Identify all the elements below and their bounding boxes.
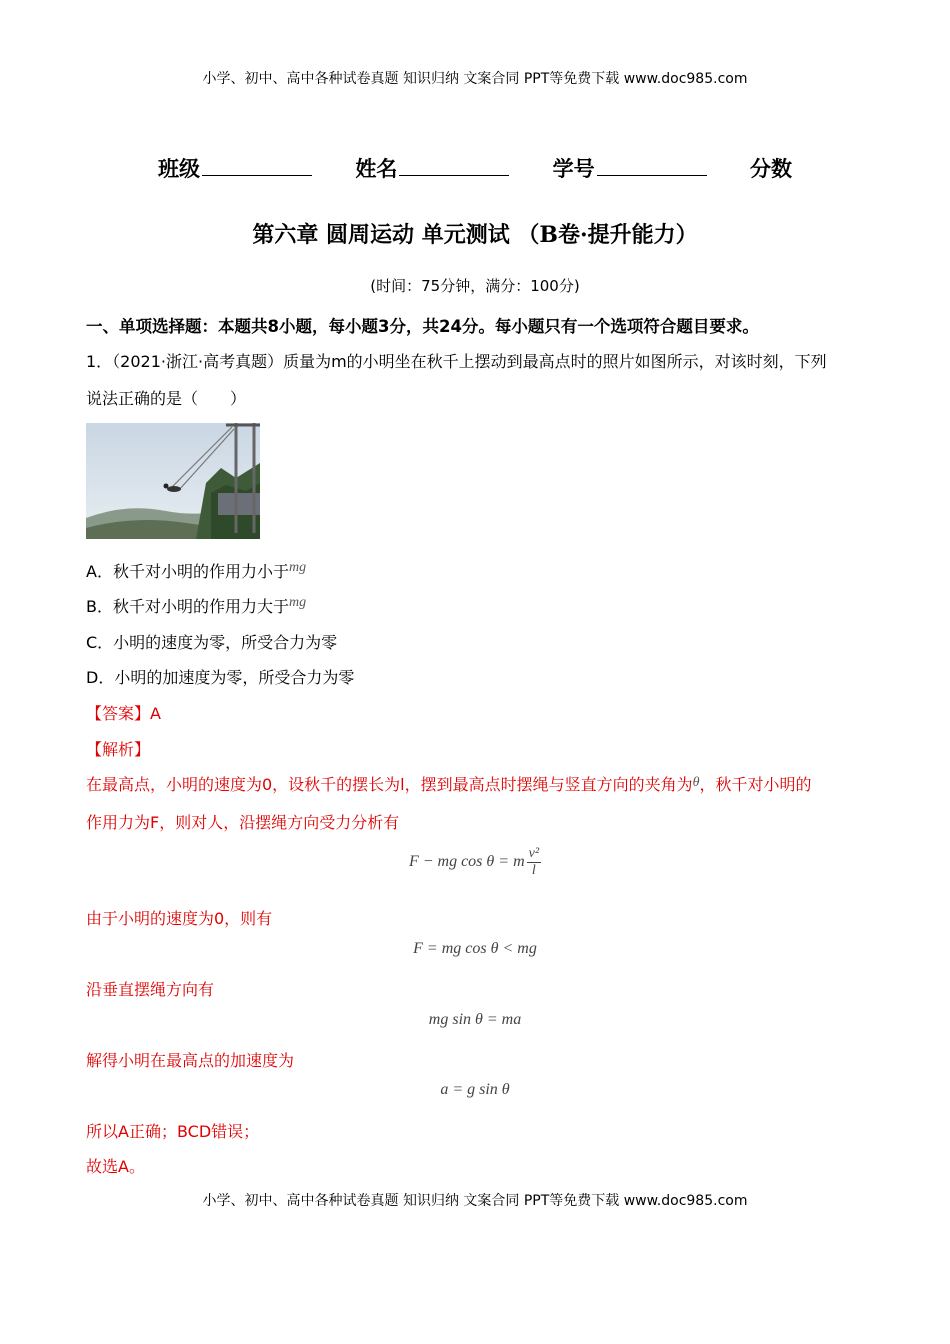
- mg-symbol: mg: [288, 560, 307, 575]
- student-info-fields: [0, 153, 950, 183]
- name-field[interactable]: 姓名: [355, 153, 509, 183]
- analysis-paragraph-2: 作用力为F，则对人，沿摆绳方向受力分析有: [86, 813, 400, 832]
- page-title: 第六章 圆周运动 单元测试 （B卷·提升能力）: [252, 222, 698, 248]
- option-a[interactable]: A．秋千对小明的作用力小于mg: [86, 560, 307, 581]
- analysis-paragraph-6: 所以A正确；BCD错误；: [86, 1122, 260, 1141]
- analysis-label: 【解析】: [86, 740, 151, 759]
- page-footer: 小学、初中、高中各种试卷真题 知识归纳 文案合同 PPT等免费下载 www.doc985.com: [202, 1193, 748, 1209]
- analysis-paragraph-1: 在最高点，小明的速度为0，设秋千的摆长为l，摆到最高点时摆绳与竖直方向的夹角为θ，秋千对小明的: [86, 775, 812, 794]
- equation-3: mg sin θ = ma: [428, 1011, 522, 1028]
- section-heading: 一、单项选择题：本题共8小题，每小题3分，共24分。每小题只有一个选项符合题目要求。: [86, 317, 759, 336]
- student-id-field[interactable]: 学号: [553, 153, 707, 183]
- question-text-line2: 说法正确的是（ ）: [86, 389, 247, 408]
- answer: 【答案】A: [86, 704, 161, 723]
- equation-2: F = mg cos θ < mg: [413, 940, 537, 957]
- analysis-paragraph-7: 故选A。: [86, 1157, 145, 1176]
- analysis-paragraph-5: 解得小明在最高点的加速度为: [86, 1051, 295, 1070]
- swing-photo: [86, 423, 260, 539]
- equation-1: F − mg cos θ = m $\frac{\text{v²}}{l}$: [408, 846, 540, 878]
- analysis-paragraph-4: 沿垂直摆绳方向有: [86, 980, 215, 999]
- question-text-line1: 1．（2021·浙江·高考真题）质量为m的小明坐在秋千上摆动到最高点时的照片如图所示，对该时刻，下列: [86, 352, 827, 371]
- equation-4: a = g sin θ: [440, 1081, 510, 1098]
- option-b[interactable]: B．秋千对小明的作用力大于mg: [86, 595, 307, 616]
- option-c[interactable]: C．小明的速度为零，所受合力为零: [86, 633, 338, 652]
- class-field[interactable]: 班级: [158, 153, 312, 183]
- exam-info: (时间：75分钟，满分：100分): [370, 277, 580, 295]
- page-header: 小学、初中、高中各种试卷真题 知识归纳 文案合同 PPT等免费下载 www.doc985.com: [202, 71, 748, 87]
- score-field: 分数: [749, 157, 792, 181]
- analysis-paragraph-3: 由于小明的速度为0，则有: [86, 909, 273, 928]
- mg-symbol: mg: [288, 595, 307, 610]
- option-d[interactable]: D．小明的加速度为零，所受合力为零: [86, 668, 355, 687]
